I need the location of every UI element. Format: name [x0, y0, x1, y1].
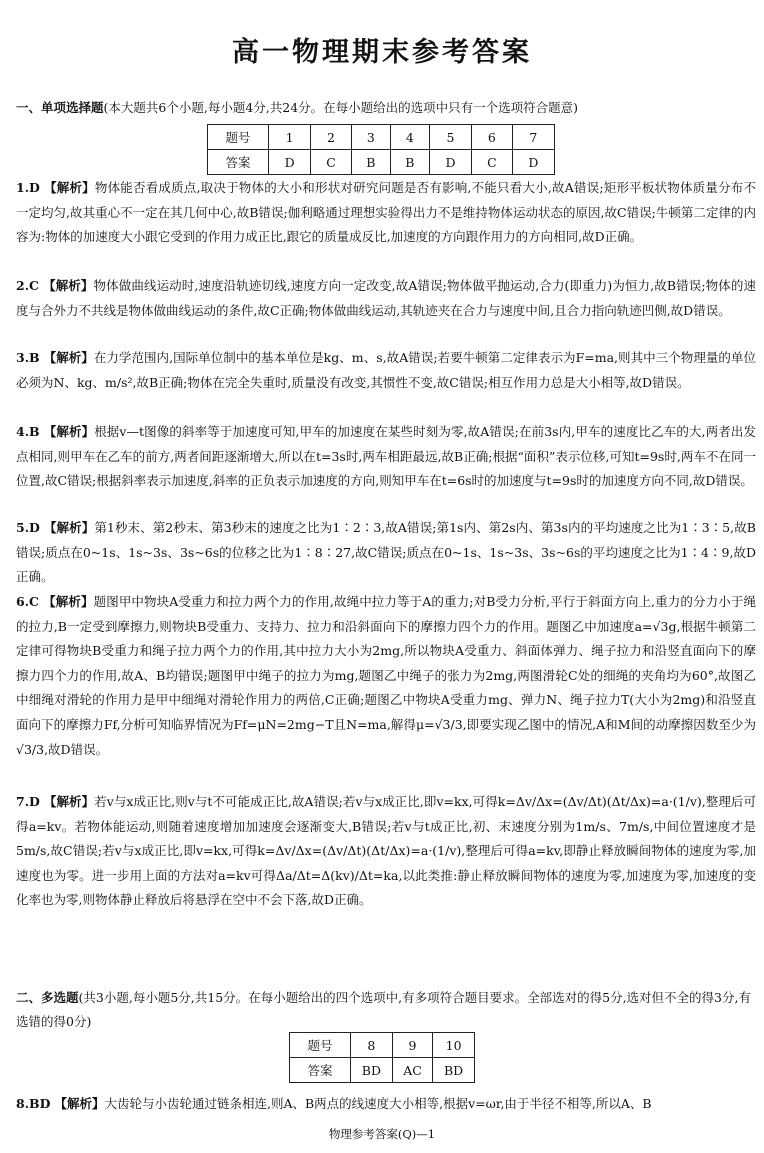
table-cell: 8 [351, 1033, 393, 1058]
analysis-tag: 【解析】 [43, 794, 95, 809]
section2-desc: (共3小题,每小题5分,共15分。在每小题给出的四个选项中,有多项符合题目要求。全部选对的得5分,选对但不全的得3分,有选错的得0分) [16, 990, 751, 1029]
table-cell: BD [351, 1058, 393, 1083]
item-number: 6.C [16, 594, 39, 609]
analysis-tag: 【解析】 [43, 278, 94, 293]
section2-answer-table [289, 1032, 475, 1083]
item-text: 在力学范围内,国际单位制中的基本单位是kg、m、s,故A错误;若要牛顿第二定律表示为F=ma,则其中三个物理量的单位必须为N、kg、m/s²,故B正确;物体在完全失重时,质量没有改变,其惯性不变,故C错误;相互作用力总是大小相等,故D错误。 [16, 350, 756, 390]
item-number: 7.D [16, 794, 40, 809]
section1-heading: 一、单项选择题 [16, 100, 104, 115]
analysis-tag: 【解析】 [43, 424, 95, 439]
table-cell: 2 [311, 125, 352, 150]
item-text: 第1秒末、第2秒末、第3秒末的速度之比为1∶2∶3,故A错误;第1s内、第2s内、第3s内的平均速度之比为1∶3∶5,故B错误;质点在0~1s、1s~3s、3s~6s的位移之比为1∶8∶27,故C错误;质点在0~1s、1s~3s、3s~6s的平均速度之比为1∶4∶9,故D正确。 [16, 520, 756, 585]
table-cell: 4 [390, 125, 429, 150]
item-text: 物体能否看成质点,取决于物体的大小和形状对研究问题是否有影响,不能只看大小,故A错误;矩形平板状物体质量分布不一定均匀,故其重心不一定在其几何中心,故B错误;伽利略通过理想实验得出力不是维持物体运动状态的原因,故C错误;牛顿第二定律的内容为:物体的加速度大小跟它受到的作用力成正比,跟它的质量成反比,加速度的方向跟作用力的方向相同,故D正确。 [16, 180, 756, 245]
item-number: 2.C [16, 278, 39, 293]
table-cell: 10 [433, 1033, 475, 1058]
section1-desc: (本大题共6个小题,每小题4分,共24分。在每小题给出的选项中只有一个选项符合题意) [103, 100, 579, 115]
table-cell: B [351, 150, 390, 175]
analysis-tag: 【解析】 [44, 180, 95, 195]
item-number: 5.D [16, 520, 40, 535]
page-footer: 物理参考答案(Q)—1 [328, 1127, 436, 1141]
item-text: 物体做曲线运动时,速度沿轨迹切线,速度方向一定改变,故A错误;物体做平抛运动,合力(即重力)为恒力,故B错误;物体的速度与合外力不共线是物体做曲线运动的条件,故C正确;物体做曲线运动,其轨迹夹在合力与速度中间,且合力指向轨迹凹侧,故D错误。 [16, 278, 756, 318]
table-row [208, 125, 555, 150]
analysis-tag: 【解析】 [54, 1096, 105, 1111]
table-cell: 7 [512, 125, 554, 150]
answer-item-1 [16, 176, 756, 250]
table-cell: B [390, 150, 429, 175]
table-cell: AC [392, 1058, 432, 1083]
page-title: 高一物理期末参考答案 [232, 37, 532, 68]
table-cell: D [512, 150, 554, 175]
table-cell: C [472, 150, 513, 175]
item-number: 4.B [16, 424, 40, 439]
table-row [208, 150, 555, 175]
section2-heading-line [16, 986, 756, 1034]
table-row [290, 1033, 475, 1058]
table-header-cell: 答案 [208, 150, 269, 175]
table-cell: 1 [269, 125, 311, 150]
table-cell: 9 [392, 1033, 432, 1058]
table-cell: 3 [351, 125, 390, 150]
analysis-tag: 【解析】 [43, 594, 94, 609]
analysis-tag: 【解析】 [43, 520, 95, 535]
item-text: 若v与x成正比,则v与t不可能成正比,故A错误;若v与x成正比,即v=kx,可得k=Δv/Δx=(Δv/Δt)(Δt/Δx)=a·(1/v),整理后可得a=kv。若物体能运动,则随着速度增加加速度会逐渐变大,B错误;若v与t成正比,初、末速度分别为1m/s、7m/s,中间位置速度才是5m/s,故C错误;若v与x成正比,即v=kx,可得k=Δv/Δx=(Δv/Δt)(Δt/Δx)=a·(1/v),整理后可得a=kv,即静止释放瞬间物体的速度为零,加速度也为零。进一步用上面的方法对a=kv可得Δa/Δt=Δ(kv)/Δt=ka,以此类推:静止释放瞬间物体的速度为零,加速度为零,加速度的变化率也为零,则物体静止释放后将悬浮在空中不会下落,故D正确。 [16, 794, 756, 908]
item-number: 8.BD [16, 1096, 51, 1111]
answer-item-7 [16, 790, 756, 913]
table-header-cell: 题号 [208, 125, 269, 150]
table-header-cell: 答案 [290, 1058, 351, 1083]
answer-item-5 [16, 516, 756, 590]
item-number: 1.D [16, 180, 40, 195]
item-text: 根据v—t图像的斜率等于加速度可知,甲车的加速度在某些时刻为零,故A错误;在前3s内,甲车的速度比乙车的大,两者出发点相同,则甲车在乙车的前方,两者间距逐渐增大,所以在t=3s时,两车相距最远,故B正确;根据“面积”表示位移,可知t=9s时,两车不在同一位置,故C错误;根据斜率表示加速度,斜率的正负表示加速度的方向,则知甲车在t=6s时的加速度与t=9s时的加速度方向不同,故D错误。 [16, 424, 756, 489]
answer-item-8 [16, 1092, 756, 1117]
table-cell: 6 [472, 125, 513, 150]
analysis-tag: 【解析】 [43, 350, 94, 365]
item-number: 3.B [16, 350, 40, 365]
table-row [290, 1058, 475, 1083]
item-text: 大齿轮与小齿轮通过链条相连,则A、B两点的线速度大小相等,根据v=ωr,由于半径不相等,所以A、B [104, 1096, 652, 1111]
answer-item-6 [16, 590, 756, 762]
table-cell: D [429, 150, 471, 175]
table-cell: C [311, 150, 352, 175]
section1-answer-table [207, 124, 555, 175]
section2-heading: 二、多选题 [16, 990, 79, 1005]
answer-item-3 [16, 346, 756, 395]
table-cell: D [269, 150, 311, 175]
item-text: 题图甲中物块A受重力和拉力两个力的作用,故绳中拉力等于A的重力;对B受力分析,平行于斜面方向上,重力的分力小于绳的拉力,B一定受到摩擦力,则物块B受重力、支持力、拉力和沿斜面向下的摩擦力四个力的作用。题图乙中加速度a=√3g,根据牛顿第二定律可得物块B受重力和绳子拉力两个力的作用,其中拉力大小为2mg,所以物块A受重力、斜面体弹力、绳子拉力和沿竖直面向下的摩擦力四个力的作用,故A、B均错误;题图甲中绳子的拉力为mg,题图乙中绳子的张力为2mg,两图滑轮C处的细绳的夹角均为60°,故图乙中细绳对滑轮的作用力是甲中细绳对滑轮作用力的两倍,C正确;题图乙中物块A受重力mg、弹力N、绳子拉力T(大小为2mg)和沿竖直面向下的摩擦力Ff,分析可知临界情况为Ff=μN=2mg−T且N=ma,解得μ=√3/3,即要实现乙图中的情况,A和M间的动摩擦因数至少为√3/3,故D错误。 [16, 594, 756, 757]
answer-item-4 [16, 420, 756, 494]
table-cell: 5 [429, 125, 471, 150]
table-header-cell: 题号 [290, 1033, 351, 1058]
section1-heading-line [16, 98, 756, 118]
answer-item-2 [16, 274, 756, 323]
table-cell: BD [433, 1058, 475, 1083]
